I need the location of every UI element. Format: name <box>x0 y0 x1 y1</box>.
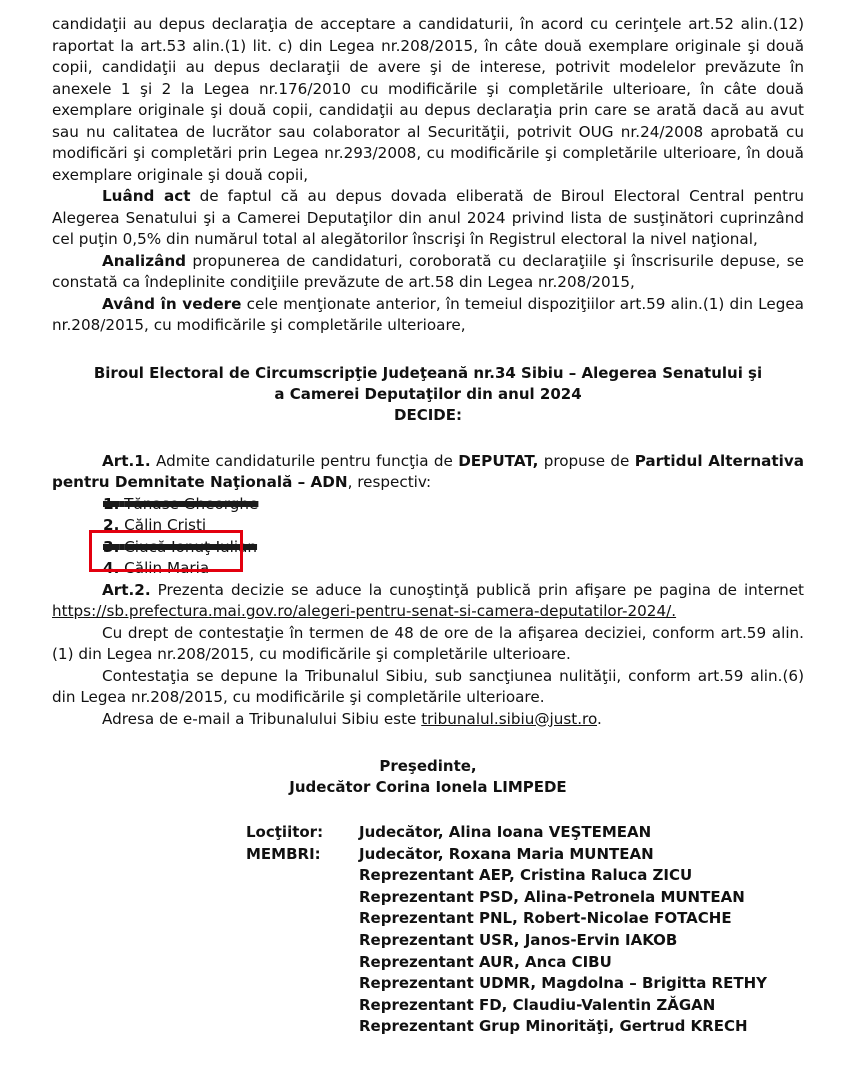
art1-party: Partidul Alternativa pentru Demnitate Naţională – ADN <box>52 451 804 491</box>
member-row <box>52 930 804 952</box>
art1-text-b: propuse de <box>538 451 635 470</box>
avand-label: Având în vedere <box>102 294 242 313</box>
candidate-name: Ciucă Ionuţ-Iulian <box>124 537 258 556</box>
title-line-2: a Camerei Deputaţilor din anul 2024 <box>274 384 582 403</box>
member-row <box>52 908 804 930</box>
candidate-name: Călin Maria <box>124 559 210 577</box>
art1-text-c: , respectiv: <box>347 473 432 491</box>
member-name: Judecător, Roxana Maria MUNTEAN <box>359 844 654 863</box>
article-2 <box>52 580 804 623</box>
analizand-label: Analizând <box>102 251 186 270</box>
member-name: Reprezentant AEP, Cristina Raluca ZICU <box>359 866 693 885</box>
member-row <box>52 995 804 1017</box>
member-name: Reprezentant UDMR, Magdolna – Brigitta RETHY <box>359 974 767 993</box>
title-line-1: Biroul Electoral de Circumscripţie Judeţeană nr.34 Sibiu – Alegerea Senatului şi <box>93 363 763 382</box>
luand-act-text: de faptul că au depus dovada eliberată de Biroul Electoral Central pentru Alegerea Senatului şi a Camerei Deputaţilor din anul 2024 privind lista de susţinători cuprinzând cel puţin 0,5% din numărul total al alegătorilor înscrişi în Registrul electoral la nivel naţional, <box>52 187 804 248</box>
candidate-name: Tănase Gheorghe <box>124 494 259 513</box>
art2-label: Art.2. <box>102 580 151 599</box>
email-link[interactable]: tribunalul.sibiu@just.ro <box>421 709 597 728</box>
article-1 <box>52 451 804 494</box>
president-title: Preşedinte, <box>379 757 477 775</box>
member-name: Reprezentant PNL, Robert-Nicolae FOTACHE <box>359 909 732 928</box>
deputy-label: Locţiitor: <box>246 823 324 841</box>
paragraph-declarations: candidaţii au depus declaraţia de acceptare a candidaturii, în acord cu cerinţele art.52 alin.(12) raportat la art.53 alin.(1) lit. c) din Legea nr.208/2015, în câte două exemplare originale şi două copii, candidaţii au depus declaraţii de avere şi de interese, potrivit modelelor prevăzute în anexele 1 şi 2 la Legea nr.176/2010 cu modificările şi completările ulterioare, în câte două exemplare originale şi două copii, candidaţii au depus declaraţia prin care se arată dacă au avut sau nu calitatea de lucrător sau colaborator al Securităţii, potrivit OUG nr.24/2008 aprobată cu modificări şi completări prin Legea nr.293/2008, cu modificările şi completările ulterioare, în două exemplare originale şi două copii, <box>52 15 804 184</box>
member-name: Reprezentant FD, Claudiu-Valentin ZĂGAN <box>359 995 716 1014</box>
spacer <box>52 887 359 909</box>
art1-label: Art.1. <box>102 451 151 470</box>
spacer <box>52 995 359 1017</box>
highlight-box-candidate-2 <box>89 530 243 572</box>
spacer <box>52 952 359 974</box>
prefecture-link[interactable]: https://sb.prefectura.mai.gov.ro/alegeri-pentru-senat-si-camera-deputatilor-2024/. <box>52 602 677 620</box>
art2-text: Prezenta decizie se aduce la cunoştinţă publică prin afişare pe pagina de internet <box>150 580 804 599</box>
spacer <box>52 865 359 887</box>
member-row <box>52 952 804 974</box>
paragraph-avand <box>52 294 804 337</box>
avand-text: cele menţionate anterior, în temeiul dispoziţiilor art.59 alin.(1) din Legea nr.208/2015, cu modificările şi completările ulterioare, <box>52 294 804 334</box>
paragraph-contest-deadline: Cu drept de contestaţie în termen de 48 de ore de la afişarea deciziei, conform art.59 alin.(1) din Legea nr.208/2015, cu modificările şi completările ulterioare. <box>52 623 804 663</box>
candidate-number: 3. <box>103 537 120 556</box>
member-row <box>52 844 804 866</box>
candidate-name: Călin Cristi <box>124 516 207 534</box>
spacer <box>52 930 359 952</box>
member-row <box>52 1016 804 1038</box>
spacer <box>52 1016 359 1038</box>
candidate-number: 2. <box>103 516 120 534</box>
paragraph-luand-act <box>52 186 804 251</box>
member-name: Reprezentant Grup Minorităţi, Gertrud KRECH <box>359 1017 748 1036</box>
paragraph-analizand <box>52 251 804 294</box>
email-text: Adresa de e-mail a Tribunalului Sibiu este <box>102 709 422 728</box>
candidate-1 <box>103 495 258 513</box>
member-name: Reprezentant AUR, Anca CIBU <box>359 952 612 971</box>
art1-text: Admite candidaturile pentru funcţia de <box>150 451 459 470</box>
paragraph-contest-court: Contestaţia se depune la Tribunalul Sibiu, sub sancţiunea nulităţii, conform art.59 alin.(6) din Legea nr.208/2015, cu modificările şi completările ulterioare. <box>52 666 804 706</box>
member-name: Reprezentant USR, Janos-Ervin IAKOB <box>359 930 678 949</box>
luand-act-label: Luând act <box>102 187 191 205</box>
members-block <box>52 822 804 1038</box>
analizand-text: propunerea de candidaturi, coroborată cu declaraţiile şi înscrisurile depuse, se constată ca îndeplinite condiţiile prevăzute de art.58 din Legea nr.208/2015, <box>52 251 804 291</box>
deputy-name: Judecător, Alina Ioana VEŞTEMEAN <box>359 823 652 841</box>
paragraph-email <box>52 709 804 731</box>
decision-title <box>52 363 804 426</box>
candidate-number: 1. <box>103 494 120 513</box>
list-item <box>52 494 804 516</box>
president-signature <box>52 756 804 798</box>
members-label: MEMBRI: <box>246 844 321 863</box>
member-row <box>52 973 804 995</box>
member-row <box>52 865 804 887</box>
spacer <box>52 973 359 995</box>
candidate-number: 4. <box>103 559 120 577</box>
president-name: Judecător Corina Ionela LIMPEDE <box>289 778 567 796</box>
member-row <box>52 887 804 909</box>
member-name: Reprezentant PSD, Alina-Petronela MUNTEAN <box>359 887 745 906</box>
title-decide: DECIDE: <box>394 405 462 424</box>
deputy-row <box>52 822 804 844</box>
decision-document <box>52 14 804 1038</box>
spacer <box>52 908 359 930</box>
art1-function: DEPUTAT, <box>458 451 539 470</box>
email-end: . <box>597 709 602 728</box>
